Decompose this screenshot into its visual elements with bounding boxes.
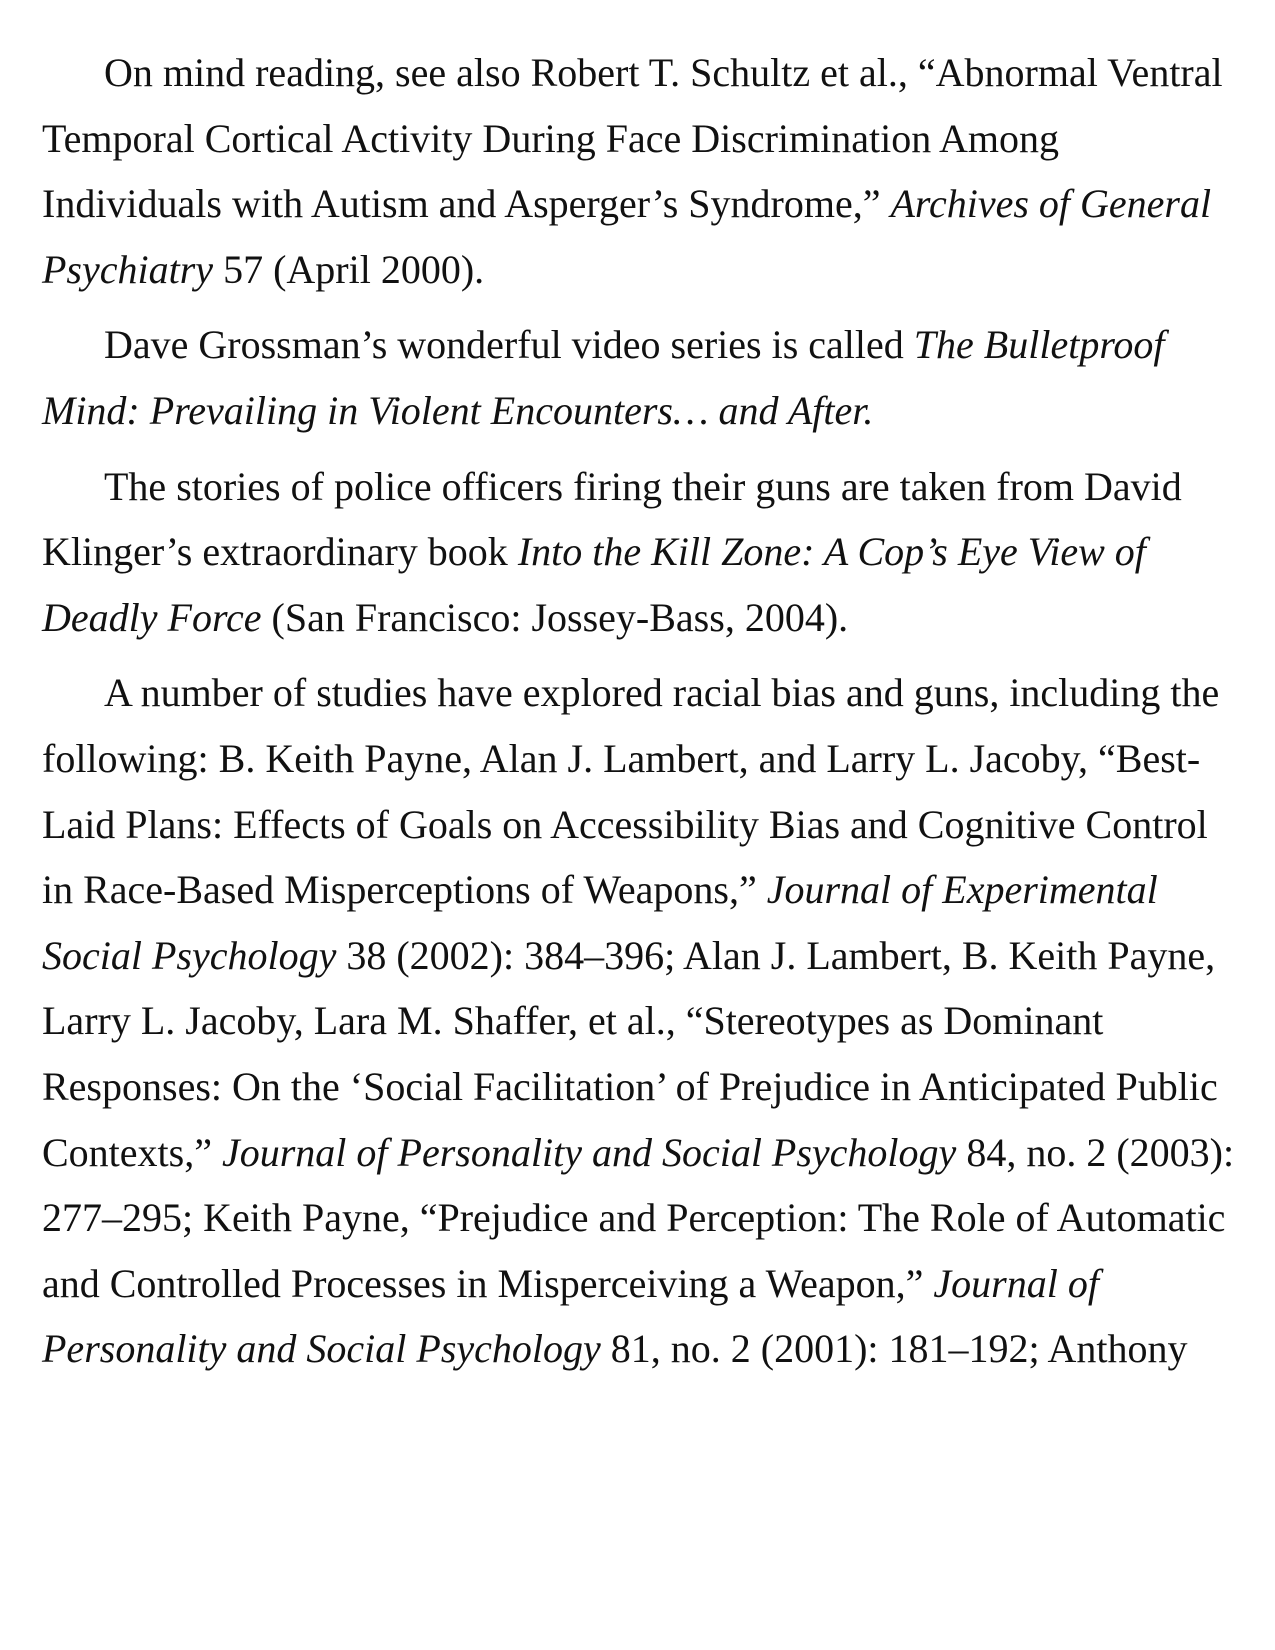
paragraph-grossman [42, 312, 1237, 443]
paragraph-text: The stories of police officers firing their guns are taken from David Klinger’s extraordinary book [42, 463, 1182, 575]
document-page [42, 40, 1237, 1392]
paragraph-text: A number of studies have explored racial bias and guns, including the following: B. Keith Payne, Alan J. Lambert, and Larry L. Jacoby, “Best-Laid Plans: Effects of Goals on Accessibility Bias and Cognitive Control in Race-Based Misperceptions of Weapons,” [42, 670, 1220, 913]
paragraph-text: 84, no. 2 (2003): 277–295; Keith Payne, “Prejudice and Perception: The Role of Automatic and Controlled Processes in Misperceiving a Weapon,” [42, 1129, 1235, 1306]
paragraph-racial-bias [42, 660, 1237, 1382]
paragraph-klinger [42, 454, 1237, 651]
journal-title: Journal of Experimental Social Psychology [42, 867, 1158, 978]
journal-title: Journal of Personality and Social Psychology [42, 1260, 1099, 1372]
paragraph-text: Dave Grossman’s wonderful video series is called [104, 322, 914, 368]
journal-title: Archives of General Psychiatry [42, 181, 1212, 292]
video-series-title: The Bulletproof Mind: Prevailing in Violent Encounters… and After. [42, 322, 1165, 433]
paragraph-text: 57 (April 2000). [213, 246, 485, 292]
paragraph-text: 81, no. 2 (2001): 181–192; Anthony [600, 1326, 1188, 1372]
paragraph-mind-reading [42, 40, 1237, 302]
paragraph-text: On mind reading, see also Robert T. Schultz et al., “Abnormal Ventral Temporal Cortical Activity During Face Discrimination Among Individuals with Autism and Asperger’s Syndrome,” [42, 50, 1223, 227]
journal-title: Journal of Personality and Social Psychology [221, 1129, 957, 1175]
paragraph-text: 38 (2002): 384–396; Alan J. Lambert, B. Keith Payne, Larry L. Jacoby, Lara M. Shaffer, et al., “Stereotypes as Dominant Responses: On the ‘Social Facilitation’ of Prejudice in Anticipated Public Contexts,” [42, 932, 1218, 1175]
book-title: Into the Kill Zone: A Cop’s Eye View of Deadly Force [42, 529, 1146, 640]
paragraph-text: (San Francisco: Jossey-Bass, 2004). [261, 594, 849, 640]
